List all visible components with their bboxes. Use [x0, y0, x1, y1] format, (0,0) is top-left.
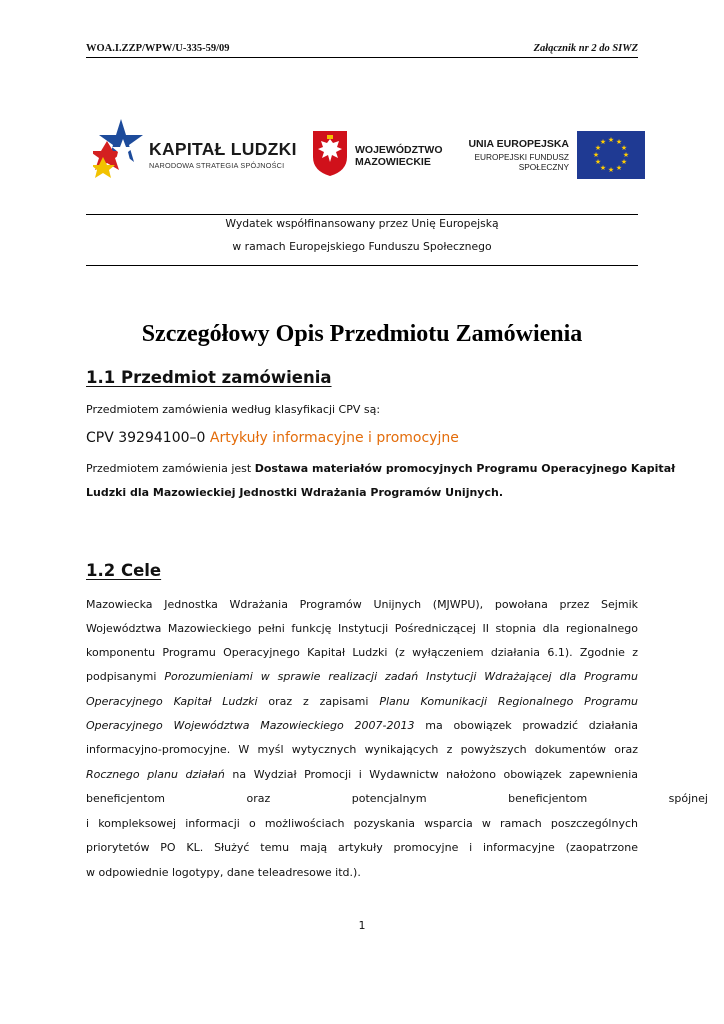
- section-1-heading: 1.1 Przedmiot zamówienia: [86, 368, 332, 387]
- goals-line: priorytetów PO KL. Służyć temu mają artykuły promocyjne i informacyjne (zaopatrzone: [86, 841, 638, 854]
- svg-text:★: ★: [607, 136, 615, 144]
- svg-text:★: ★: [594, 158, 602, 166]
- svg-text:★: ★: [615, 164, 623, 172]
- document-title: Szczegółowy Opis Przedmiotu Zamówienia: [141, 321, 583, 347]
- svg-text:★: ★: [594, 144, 602, 152]
- kapital-ludzki-subtitle: NARODOWA STRATEGIA SPÓJNOŚCI: [149, 161, 285, 170]
- svg-text:★: ★: [620, 158, 628, 166]
- eu-fund-line1: EUROPEJSKI FUNDUSZ: [474, 152, 569, 162]
- goals-line: [86, 768, 638, 781]
- kapital-ludzki-star-icon: [93, 117, 145, 179]
- goals-italic-text: Porozumieniami w sprawie realizacji zadań Instytucji Wdrażającej dla Programu: [164, 670, 638, 683]
- cpv-description: Artykuły informacyjne i promocyjne: [209, 430, 459, 446]
- eu-flag-icon: [577, 131, 645, 179]
- goals-line: [86, 695, 638, 708]
- cpv-intro: Przedmiotem zamówienia według klasyfikacji CPV są:: [86, 403, 381, 416]
- mazowieckie-coat-of-arms-icon: [311, 129, 349, 177]
- page-number: 1: [358, 919, 366, 932]
- goals-line: Mazowiecka Jednostka Wdrażania Programów Unijnych (MJWPU), powołana przez Sejmik: [86, 598, 638, 611]
- goals-line: komponentu Programu Operacyjnego Kapitał Ludzki (z wyłączeniem działania 6.1). Zgodnie z: [86, 646, 638, 659]
- logo-band: [93, 117, 645, 179]
- cpv-code: CPV 39294100–0: [86, 430, 210, 446]
- section-2-heading: 1.2 Cele: [86, 561, 162, 580]
- svg-text:★: ★: [592, 151, 600, 159]
- svg-text:★: ★: [607, 166, 615, 174]
- eu-name: UNIA EUROPEJSKA: [468, 138, 569, 150]
- kapital-ludzki-name: KAPITAŁ LUDZKI: [149, 139, 297, 159]
- cofinancing-line-1: Wydatek współfinansowany przez Unię Europejską: [225, 217, 499, 230]
- goals-line: beneficjentom oraz potencjalnym beneficjentom spójnej: [86, 792, 708, 805]
- eu-logo: [461, 131, 645, 179]
- mazowieckie-name-line1: WOJEWÓDZTWO: [355, 144, 443, 156]
- goals-line: [86, 670, 638, 683]
- goals-italic-text: Planu Komunikacji Regionalnego Programu: [379, 695, 639, 708]
- goals-line: i kompleksowej informacji o możliwościach pozyskania wsparcia w ramach poszczególnych: [86, 817, 638, 830]
- svg-text:★: ★: [620, 144, 628, 152]
- cpv-line: [86, 430, 459, 446]
- cofinancing-bottom-rule: [86, 265, 638, 266]
- kapital-ludzki-logo: [93, 117, 298, 179]
- attachment-label: Załącznik nr 2 do SIWZ: [533, 43, 638, 54]
- subject-paragraph-line-2: [86, 486, 638, 499]
- svg-text:★: ★: [599, 138, 607, 146]
- goals-text: podpisanymi: [86, 670, 165, 683]
- goals-text: ma obowiązek prowadzić działania: [414, 719, 638, 732]
- svg-text:★: ★: [622, 151, 630, 159]
- svg-text:★: ★: [599, 164, 607, 172]
- reference-number: WOA.I.ZZP/WPW/U-335-59/09: [86, 43, 230, 54]
- subject-bold-2: Ludzki dla Mazowieckiej Jednostki Wdrażania Programów Unijnych.: [86, 486, 504, 499]
- cofinancing-line-2: w ramach Europejskiego Funduszu Społecznego: [232, 240, 492, 253]
- goals-italic-text: Operacyjnego Kapitał Ludzki: [86, 695, 258, 708]
- cofinancing-top-rule: [86, 214, 638, 215]
- mazowieckie-logo: [311, 129, 451, 177]
- goals-line: [86, 719, 638, 732]
- document-header: [86, 43, 638, 58]
- subject-paragraph-line-1: [86, 462, 676, 475]
- subject-bold-1: Dostawa materiałów promocyjnych Programu Operacyjnego Kapitał: [254, 462, 676, 475]
- goals-line: informacyjno-promocyjne. W myśl wytycznych wynikających z powyższych dokumentów oraz: [86, 743, 638, 756]
- goals-text: oraz z zapisami: [257, 695, 380, 708]
- goals-italic-text: Rocznego planu działań: [86, 768, 225, 781]
- goals-line: Województwa Mazowieckiego pełni funkcję Instytucji Pośredniczącej II stopnia dla regionalnego: [86, 622, 638, 635]
- goals-line: w odpowiednie logotypy, dane teleadresowe itd.).: [86, 866, 361, 879]
- goals-text: na Wydział Promocji i Wydawnictw nałożono obowiązek zapewnienia: [224, 768, 638, 781]
- mazowieckie-name-line2: MAZOWIECKIE: [355, 156, 431, 168]
- goals-italic-text: Operacyjnego Województwa Mazowieckiego 2007-2013: [86, 719, 415, 732]
- svg-text:★: ★: [615, 138, 623, 146]
- eu-fund-line2: SPOŁECZNY: [518, 162, 569, 172]
- subject-prefix: Przedmiotem zamówienia jest: [86, 462, 255, 475]
